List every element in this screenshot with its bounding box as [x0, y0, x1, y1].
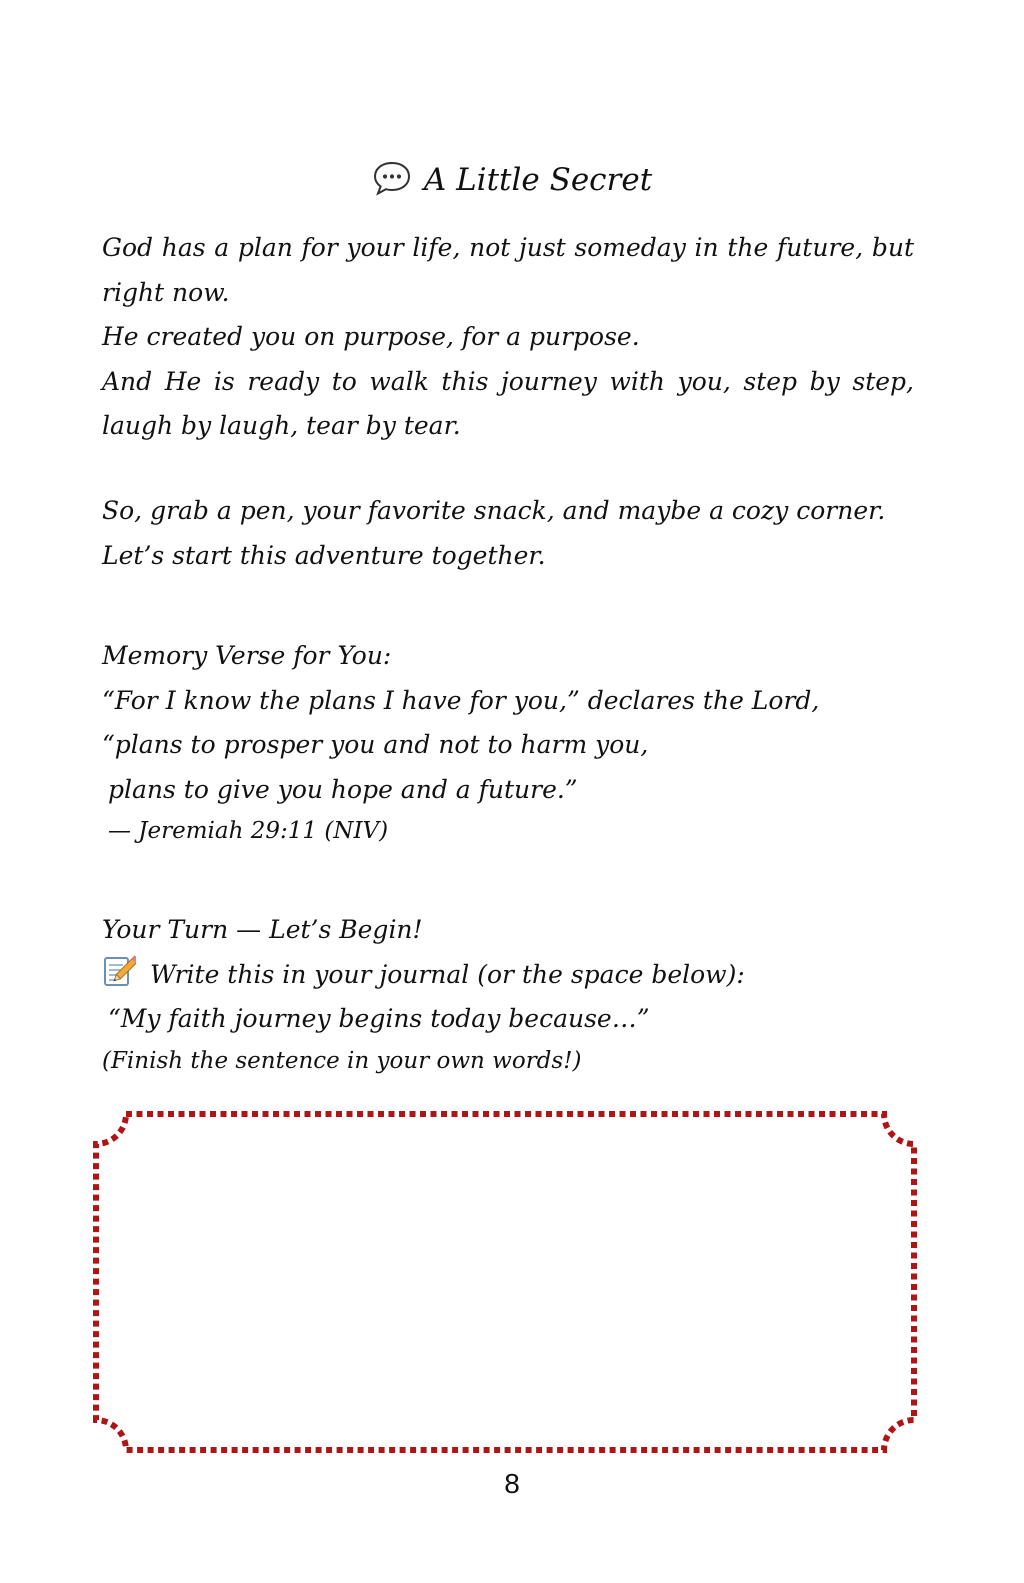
adventure-text — [102, 489, 914, 578]
memory-verse-label: Memory Verse for You: — [102, 641, 392, 670]
memory-verse — [102, 634, 914, 850]
speech-bubble-icon — [372, 158, 412, 198]
memory-verse-line-1: “For I know the plans I have for you,” declares the Lord, — [102, 685, 820, 715]
journal-box-border — [92, 1110, 918, 1454]
adventure-line-2: Let’s start this adventure together. — [102, 540, 546, 570]
adventure-line-1: So, grab a pen, your favorite snack, and maybe a cozy corner. — [102, 496, 886, 525]
your-turn-instruction-row — [102, 953, 914, 998]
intro-line-2: He created you on purpose, for a purpose. — [102, 322, 640, 351]
your-turn-instruction: Write this in your journal (or the space below): — [150, 959, 745, 989]
intro-text — [102, 226, 914, 449]
memo-pencil-icon — [102, 954, 136, 988]
section-heading — [0, 158, 1024, 202]
memory-verse-line-2: “plans to prosper you and not to harm you, — [102, 730, 649, 759]
memory-verse-reference: — Jeremiah 29:11 (NIV) — [108, 818, 389, 844]
your-turn-section — [102, 908, 914, 1080]
section-title: A Little Secret — [423, 162, 653, 198]
intro-paragraph-3: And He is ready to walk this journey with you, step by step, laugh by laugh, tear by tear. — [102, 366, 914, 440]
your-turn-note: (Finish the sentence in your own words!) — [102, 1047, 582, 1074]
intro-paragraph-1: God has a plan for your life, not just someday in the future, but right now. — [102, 233, 914, 307]
your-turn-heading: Your Turn — Let’s Begin! — [102, 915, 423, 944]
journal-writing-area[interactable] — [92, 1110, 918, 1454]
memory-verse-line-3: plans to give you hope and a future.” — [108, 774, 578, 804]
your-turn-prompt: “My faith journey begins today because…” — [108, 1004, 650, 1033]
page-number: 8 — [504, 1468, 520, 1499]
